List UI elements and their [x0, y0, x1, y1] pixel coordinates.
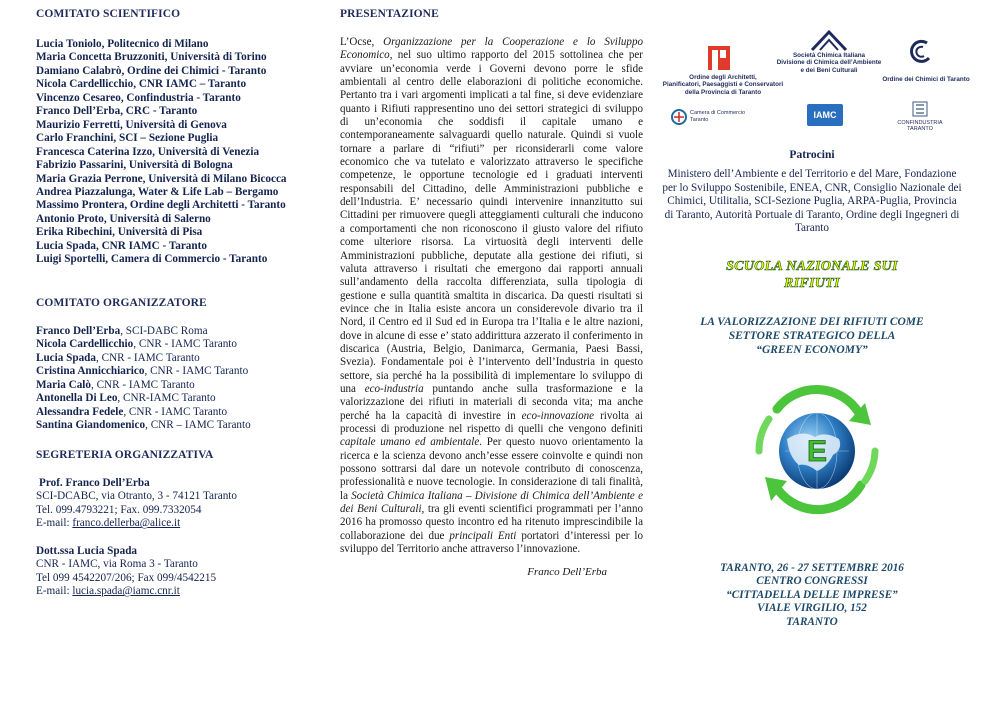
- logo-line: CONFINDUSTRIA: [897, 120, 943, 126]
- member-name: Santina Giandomenico: [36, 419, 146, 432]
- logo-line: della Provincia di Taranto: [684, 88, 762, 96]
- list-item: Maria Grazia Perrone, Università di Milano Bicocca: [36, 172, 287, 185]
- subtitle-line: SETTORE STRATEGICO DELLA: [728, 330, 896, 342]
- list-item: [36, 338, 318, 352]
- list-item: Maurizio Ferretti, Università di Genova: [36, 118, 227, 131]
- contact-name: Dott.ssa Lucia Spada: [36, 544, 138, 557]
- logo-line: Camera di Commercio: [690, 110, 746, 116]
- list-item: Fabrizio Passarini, Università di Bologna: [36, 159, 233, 172]
- school-title-line: RIFIUTI: [784, 276, 840, 291]
- contact-block-2: [36, 545, 318, 599]
- contact-name: Prof. Franco Dell’Erba: [39, 476, 150, 489]
- list-item: Antonio Proto, Università di Salerno: [36, 212, 211, 225]
- presentazione-body: L’Ocse, Organizzazione per la Cooperazione e lo Sviluppo Economico, nel suo ultimo rapporto del 2015 sottolinea che per avviare un’economia verde i Governi devono porre le sfide ambientali al centro delle elaborazioni di politiche economiche. Pertanto tra i vari argomenti implicati a tal fine, si deve evidenziare quanto i Rifiuti rappresentino uno dei settori strategici di sviluppo di un’economia che soddisfi il capitale umano e contemporaneamente salvaguardi quello naturale. Quindi si vuole tornare a parlare di “rifiuti” per riconsiderarli come valore economico che va tutelato e valorizzato attraverso le specifiche competenze, le opportune tecnologie ed i graduati interventi responsabili del Cittadino, delle Amministrazioni pubbliche e dell’Industria. E’ necessario quindi intervenire innanzitutto sui Cittadini per rimuovere quegli atteggiamenti culturali che inducono a comportamenti che non riconoscono il giusto valore del rifiuto come ulteriore risorsa. La virtuosità degli interventi delle Amministrazioni pubbliche, deputate alla gestione dei rifiuti, si valuta attraverso i risultati che emergono dai rapporti annuali sull’andamento della raccolta differenziata, sulla tipologia di gestione e sulla quantità smaltita in discarica. Da questi risultati si evince che in Italia esiste ancora un considerevole divario tra il Nord, il Centro ed il Sud ed in Europa tra l’Italia e le altre nazioni, dove in alcune di esse e’ stato addirittura azzerato il conferimento in discarica (Austria, Belgio, Danimarca, Germania, Paesi Bassi, Svezia). Fondamentale poi è l’intervento dell’Industria in questo settore, sia perché ha la possibilità di implementare lo sviluppo di una eco-industria puntando anche sulla trasformazione e la valorizzazione dei rifiuti in materiali di seconda vita; ma anche perché ha la capacità di investire in eco-innovazione rivolta ai processi di produzione nel rispetto di quelli che vengono definiti capitale umano ed ambientale. Per questo nuovo orientamento la ricerca e la scienza devono anch’esse essere coinvolte e quindi non possono sottrarsi dal dare un notevole contributo di conoscenza, professionalità e nuove tecnologie. In considerazione di tali finalità, la Società Chimica Italiana – Divisione di Chimica dell’Ambiente e dei Beni Culturali, tra gli eventi scientifici programmati per l’anno 2016 ha promosso questo incontro ed ha ritenuto imprescindibile la collaborazione dei due principali Enti portatori d’interessi per lo sviluppo del Territorio anche attraverso l’innovazione.: [340, 36, 643, 556]
- contact-block-1-details: [36, 490, 318, 531]
- list-item: [36, 419, 318, 433]
- globe-letter: E: [806, 435, 828, 468]
- iamc-logo-text: IAMC: [813, 110, 837, 120]
- member-affiliation: , CNR – IAMC Taranto: [145, 419, 251, 432]
- member-name: Alessandra Fedele: [36, 405, 124, 418]
- list-item: Lucia Toniolo, Politecnico di Milano: [36, 38, 209, 50]
- email-label: E-mail:: [36, 517, 73, 530]
- subtitle-line: “GREEN ECONOMY”: [756, 344, 868, 356]
- architetti-logo-icon: [706, 42, 732, 72]
- list-item: [36, 365, 318, 379]
- confindustria-logo-icon: [910, 100, 930, 118]
- event-line: TARANTO: [786, 615, 838, 628]
- member-affiliation: , CNR - IAMC Taranto: [144, 365, 249, 378]
- comitato-scientifico-list: [36, 38, 318, 267]
- member-name: Maria Calò: [36, 378, 91, 391]
- member-name: Nicola Cardellicchio: [36, 338, 134, 351]
- recycling-globe-icon: [747, 381, 887, 521]
- logos-area: [662, 36, 978, 136]
- contact-phone: Tel 099 4542207/206; Fax 099/4542215: [36, 571, 217, 584]
- logo-line: Pianificatori, Paesaggisti e Conservatori: [662, 81, 784, 89]
- comitato-organizzatore-title: COMITATO ORGANIZZATORE: [36, 296, 207, 309]
- list-item: Carlo Franchini, SCI – Sezione Puglia: [36, 132, 219, 145]
- logo-line: Società Chimica Italiana: [792, 52, 866, 59]
- event-line: CENTRO CONGRESSI: [756, 575, 868, 588]
- contact-phone: Tel. 099.4793221; Fax. 099.7332054: [36, 503, 202, 516]
- logo-line: TARANTO: [907, 126, 933, 133]
- sci-logo-text: [774, 52, 884, 74]
- member-affiliation: , CNR - IAMC Taranto: [123, 405, 228, 418]
- signature: Franco Dell’Erba: [527, 566, 607, 579]
- list-item: [36, 379, 318, 393]
- member-name: Lucia Spada: [36, 351, 97, 364]
- logo-line: Divisione di Chimica dell’Ambiente: [776, 59, 882, 67]
- list-item: [36, 352, 318, 366]
- school-title: [662, 258, 962, 292]
- segreteria-title: SEGRETERIA ORGANIZZATIVA: [36, 448, 214, 461]
- member-name: Cristina Annicchiarico: [36, 365, 145, 378]
- list-item: Francesca Caterina Izzo, Università di Venezia: [36, 145, 260, 158]
- middle-column: [340, 8, 643, 578]
- contact-address: SCI-DCABC, via Otranto, 3 - 74121 Taranto: [36, 490, 237, 503]
- list-item: [36, 392, 318, 406]
- event-line: “CITTADELLA DELLE IMPRESE”: [726, 588, 898, 601]
- list-item: Franco Dell’Erba, CRC - Taranto: [36, 105, 198, 118]
- left-column: [36, 8, 318, 599]
- list-item: Erika Ribechini, Università di Pisa: [36, 226, 203, 239]
- event-subtitle: [662, 315, 962, 357]
- email-link[interactable]: franco.dellerba@alice.it: [72, 517, 181, 530]
- logo-line: e dei Beni Culturali: [800, 66, 858, 74]
- member-name: Franco Dell’Erba: [36, 324, 121, 337]
- list-item: Andrea Piazzalunga, Water & Life Lab – Bergamo: [36, 185, 279, 198]
- list-item: Maria Concetta Bruzzoniti, Università di Torino: [36, 51, 267, 64]
- list-item: Vincenzo Cesareo, Confindustria - Taranto: [36, 91, 241, 104]
- event-line: TARANTO, 26 - 27 SETTEMBRE 2016: [720, 562, 904, 574]
- list-item: Lucia Spada, CNR IAMC - Taranto: [36, 239, 207, 252]
- chimici-logo-icon: [907, 38, 935, 66]
- architetti-logo-text: [662, 74, 784, 96]
- list-item: Damiano Calabrò, Ordine dei Chimici - Taranto: [36, 64, 267, 77]
- confindustria-logo-text: [884, 120, 956, 133]
- presentazione-title: PRESENTAZIONE: [340, 8, 439, 20]
- patrocini-title: Patrocini: [789, 149, 835, 161]
- email-label: E-mail:: [36, 585, 73, 598]
- school-title-line: SCUOLA NAZIONALE SUI: [726, 259, 898, 274]
- member-affiliation: , CNR-IAMC Taranto: [117, 392, 216, 405]
- list-item: [36, 406, 318, 420]
- list-item: [36, 325, 318, 339]
- member-name: Antonella Di Leo: [36, 392, 118, 405]
- contact-email-line: [36, 585, 318, 599]
- member-affiliation: , SCI-DABC Roma: [120, 324, 208, 337]
- list-item: Massimo Prontera, Ordine degli Architetti - Taranto: [36, 199, 286, 212]
- list-item: Luigi Sportelli, Camera di Commercio - Taranto: [36, 253, 268, 266]
- contact-address: CNR - IAMC, via Roma 3 - Taranto: [36, 558, 198, 571]
- event-details: [662, 562, 962, 629]
- member-affiliation: , CNR - IAMC Taranto: [96, 351, 200, 364]
- event-line: VIALE VIRGILIO, 152: [757, 602, 867, 615]
- comitato-scientifico-title: COMITATO SCIENTIFICO: [36, 8, 181, 20]
- patrocini-text: Ministero dell’Ambiente e del Territorio e del Mare, Fondazione per lo Sviluppo Sostenibile, ENEA, CNR, Consiglio Nazionale dei Chimici, Utilitalia, SCI-Sezione Puglia, ARPA-Puglia, Provincia di Taranto, Autorità Portuale di Taranto, Ordine degli Ingegneri di Taranto: [662, 168, 962, 235]
- comitato-organizzatore-list: [36, 325, 318, 433]
- contact-email-line: [36, 517, 318, 531]
- sci-logo-icon: [810, 28, 848, 52]
- member-affiliation: , CNR - IAMC Taranto: [91, 378, 195, 391]
- subtitle-line: LA VALORIZZAZIONE DEI RIFIUTI COME: [700, 316, 924, 328]
- logo-line: Taranto: [690, 116, 709, 123]
- email-link[interactable]: lucia.spada@iamc.cnr.it: [72, 585, 180, 598]
- member-affiliation: , CNR - IAMC Taranto: [133, 338, 237, 351]
- logo-line: Ordine degli Architetti,: [689, 74, 757, 81]
- list-item: Nicola Cardellicchio, CNR IAMC – Taranto: [36, 78, 247, 91]
- camera-commercio-logo-icon: [670, 108, 688, 126]
- chimici-logo-text: Ordine dei Chimici di Taranto: [882, 76, 970, 83]
- iamc-logo: [807, 104, 843, 126]
- camera-commercio-logo-text: [690, 110, 750, 123]
- contact-block-1: [36, 477, 318, 491]
